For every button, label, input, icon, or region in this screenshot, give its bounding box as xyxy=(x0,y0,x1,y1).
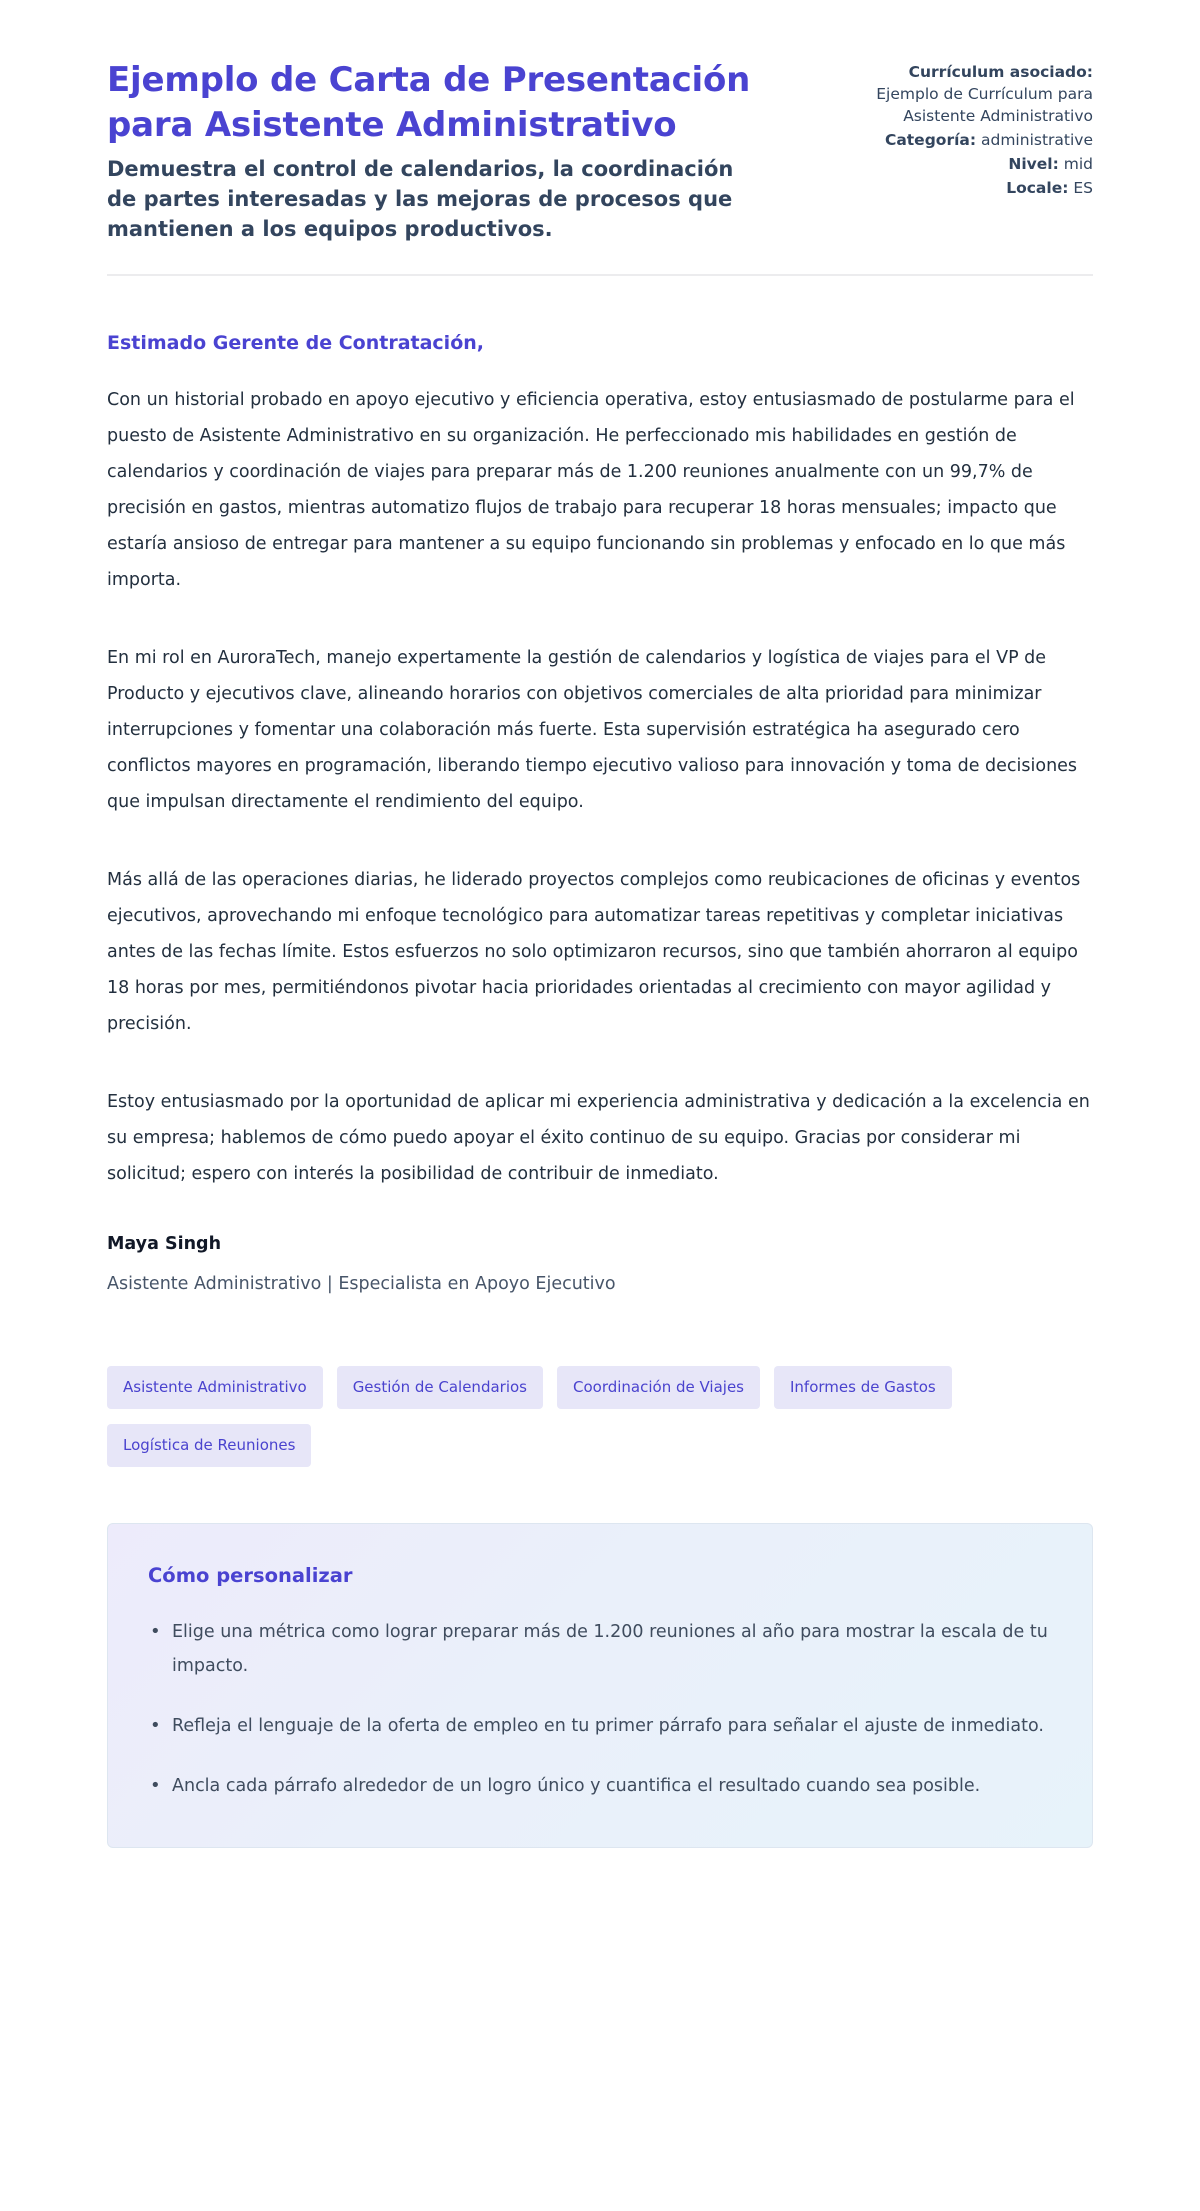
meta-locale-label: Locale: xyxy=(1006,179,1069,197)
tip-item: • Ancla cada párrafo alrededor de un logro único y cuantifica el resultado cuando sea posible. xyxy=(146,1769,1054,1803)
tip-item: • Elige una métrica como lograr preparar más de 1.200 reuniones al año para mostrar la escala de tu impacto. xyxy=(146,1615,1054,1683)
meta-category xyxy=(843,129,1093,151)
tag-list xyxy=(107,1366,1093,1467)
meta-level-label: Nivel: xyxy=(1008,155,1059,173)
signature-name: Maya Singh xyxy=(107,1234,222,1254)
meta-level-value: mid xyxy=(1063,155,1093,173)
letter-paragraph-2: En mi rol en AuroraTech, manejo expertamente la gestión de calendarios y logística de viajes para el VP de Producto y ejecutivos clave, alineando horarios con objetivos comerciales de alta prioridad para minimizar interrupciones y fomentar una colaboración más fuerte. Esta supervisión estratégica ha asegurado cero conflictos mayores en programación, liberando tiempo ejecutivo valioso para innovación y toma de decisiones que impulsan directamente el rendimiento del equipo. xyxy=(107,648,1078,812)
tag-chip[interactable]: Logística de Reuniones xyxy=(107,1424,311,1467)
meta-category-value: administrative xyxy=(981,131,1093,149)
letter-paragraph-4: Estoy entusiasmado por la oportunidad de aplicar mi experiencia administrativa y dedicación a la excelencia en su empresa; hablemos de cómo puedo apoyar el éxito continuo de su equipo. Gracias por considerar mi solicitud; espero con interés la posibilidad de contribuir de inmediato. xyxy=(107,1092,1090,1184)
meta-locale-value: ES xyxy=(1073,179,1093,197)
tips-list xyxy=(146,1615,1054,1803)
meta-resume-label: Currículum asociado: xyxy=(908,63,1093,81)
header-divider xyxy=(107,274,1093,276)
letter-paragraph-1: Con un historial probado en apoyo ejecutivo y eficiencia operativa, estoy entusiasmado de postularme para el puesto de Asistente Administrativo en su organización. He perfeccionado mis habilidades en gestión de calendarios y coordinación de viajes para preparar más de 1.200 reuniones anualmente con un 99,7% de precisión en gastos, mientras automatizo flujos de trabajo para recuperar 18 horas mensuales; impacto que estaría ansioso de entregar para mantener a su equipo funcionando sin problemas y enfocado en lo que más importa. xyxy=(107,390,1075,590)
meta-locale xyxy=(843,177,1093,199)
page-title: Ejemplo de Carta de Presentación para Asistente Administrativo xyxy=(107,60,751,145)
header-title-block xyxy=(107,58,757,244)
personalization-tips-box xyxy=(107,1523,1093,1848)
letter-paragraph-3: Más allá de las operaciones diarias, he liderado proyectos complejos como reubicaciones de oficinas y eventos ejecutivos, aprovechando mi enfoque tecnológico para automatizar tareas repetitivas y completar iniciativas antes de las fechas límite. Estos esfuerzos no solo optimizaron recursos, sino que también ahorraron al equipo 18 horas por mes, permitiéndonos pivotar hacia prioridades orientadas al crecimiento con mayor agilidad y precisión. xyxy=(107,870,1081,1034)
header xyxy=(107,58,1093,244)
tag-chip[interactable]: Informes de Gastos xyxy=(774,1366,952,1409)
meta-panel xyxy=(843,58,1093,201)
tips-title: Cómo personalizar xyxy=(148,1564,353,1587)
letter-body xyxy=(107,332,1093,1294)
tag-chip[interactable]: Asistente Administrativo xyxy=(107,1366,323,1409)
page-subtitle: Demuestra el control de calendarios, la coordinación de partes interesadas y las mejoras de procesos que mantienen a los equipos productivos. xyxy=(107,157,734,241)
meta-resume-value: Ejemplo de Currículum para Asistente Administrativo xyxy=(876,85,1093,125)
meta-category-label: Categoría: xyxy=(884,131,977,149)
meta-resume xyxy=(843,61,1093,127)
signature-title: Asistente Administrativo | Especialista en Apoyo Ejecutivo xyxy=(107,1274,616,1294)
greeting: Estimado Gerente de Contratación, xyxy=(107,332,484,354)
tag-chip[interactable]: Gestión de Calendarios xyxy=(337,1366,543,1409)
tag-chip[interactable]: Coordinación de Viajes xyxy=(557,1366,760,1409)
cover-letter-page xyxy=(107,0,1093,1848)
meta-level xyxy=(843,153,1093,175)
tip-item: • Refleja el lenguaje de la oferta de empleo en tu primer párrafo para señalar el ajuste de inmediato. xyxy=(146,1709,1054,1743)
